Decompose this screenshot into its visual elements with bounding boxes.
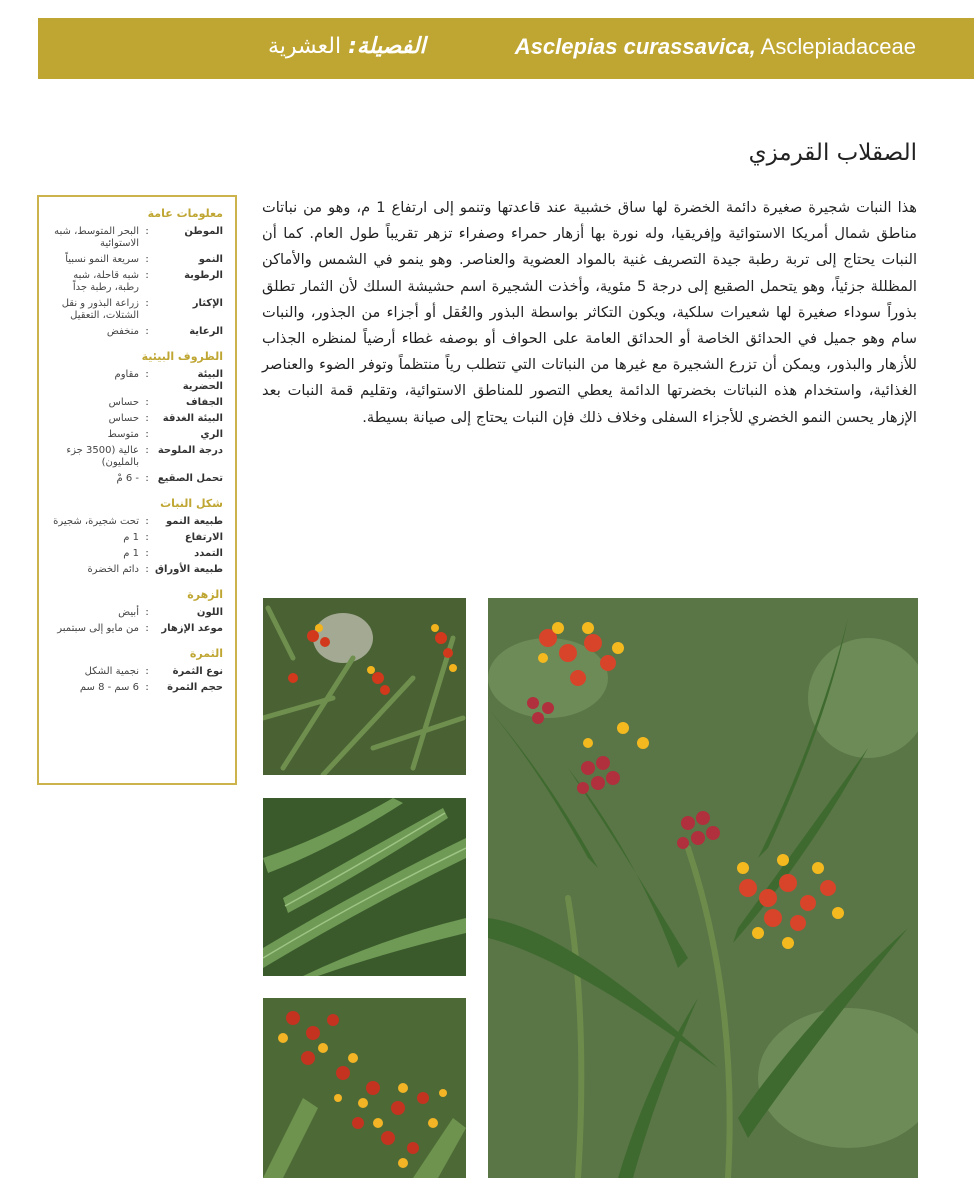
info-colon: : (145, 397, 149, 408)
info-key: طبيعة النمو (165, 516, 223, 527)
info-row (49, 564, 223, 576)
info-colon: : (145, 254, 149, 265)
info-section (49, 588, 223, 635)
info-row (49, 326, 223, 338)
info-key: الري (200, 429, 223, 440)
info-key: النمو (198, 254, 223, 265)
info-row (49, 532, 223, 544)
info-value: منخفض (106, 326, 139, 337)
plant-photo-3 (263, 998, 466, 1178)
info-colon: : (145, 623, 149, 634)
info-value: دائم الخضرة (87, 564, 139, 575)
info-value: 1 م (123, 548, 139, 559)
info-value: عالية (3500 جزء بالمليون) (66, 445, 139, 468)
info-row (49, 429, 223, 441)
info-colon: : (145, 473, 149, 484)
info-key: طبيعة الأوراق (155, 564, 223, 575)
info-value: شبه قاحلة، شبه رطبة، رطبة جداً (72, 270, 139, 293)
info-value: متوسط (107, 429, 139, 440)
info-section (49, 497, 223, 576)
info-colon: : (145, 413, 149, 424)
info-box (37, 195, 237, 785)
info-row (49, 270, 223, 294)
info-section-title: معلومات عامة (147, 207, 223, 220)
info-value: - 6 مْ (116, 473, 139, 484)
info-key: الإكثار (192, 298, 223, 309)
info-row (49, 666, 223, 678)
info-key: موعد الإزهار (161, 623, 223, 634)
plant-photo-1 (263, 598, 466, 775)
info-key: اللون (196, 607, 223, 618)
plant-photo-main (488, 598, 918, 1178)
info-colon: : (145, 532, 149, 543)
info-row (49, 445, 223, 469)
info-section (49, 647, 223, 694)
info-colon: : (145, 226, 149, 237)
info-key: تحمل الصقيع (157, 473, 223, 484)
info-value: سريعة النمو نسبياً (65, 254, 139, 265)
info-colon: : (145, 326, 149, 337)
info-key: الجفاف (186, 397, 223, 408)
plant-photo-2 (263, 798, 466, 976)
info-row (49, 473, 223, 485)
info-row (49, 516, 223, 528)
info-key: البيئة الحضرية (182, 369, 223, 392)
info-colon: : (145, 682, 149, 693)
info-colon: : (145, 270, 149, 281)
info-value: حساس (108, 397, 139, 408)
info-key: حجم الثمرة (167, 682, 223, 693)
info-value: أبيض (118, 607, 139, 618)
info-key: البيئة الغدقة (162, 413, 223, 424)
info-section-title: شكل النبات (160, 497, 223, 510)
info-key: الموطن (184, 226, 223, 237)
info-colon: : (145, 429, 149, 440)
info-key: الرعاية (189, 326, 223, 337)
info-section-title: الزهرة (187, 588, 223, 601)
info-value: 6 سم - 8 سم (79, 682, 139, 693)
info-colon: : (145, 298, 149, 309)
info-colon: : (145, 607, 149, 618)
info-key: الارتفاع (184, 532, 223, 543)
info-colon: : (145, 666, 149, 677)
info-row (49, 226, 223, 250)
info-value: من مايو إلى سبتمبر (57, 623, 139, 634)
info-row (49, 254, 223, 266)
info-value: نجمية الشكل (84, 666, 139, 677)
info-section-title: الظروف البيئية (141, 350, 223, 363)
info-row (49, 397, 223, 409)
page-title: الصقلاب القرمزي (748, 140, 917, 166)
info-row (49, 682, 223, 694)
info-value: البحر المتوسط، شبه الاستوائية (54, 226, 139, 249)
info-value: حساس (108, 413, 139, 424)
info-value: مقاوم (114, 369, 139, 380)
info-row (49, 298, 223, 322)
description-text: هذا النبات شجيرة صغيرة دائمة الخضرة لها ساق خشبية عند قاعدتها وتنمو إلى ارتفاع 1 م، وهو من نباتات مناطق شمال أمريكا الاستوائية وإفريقيا، وله نورة بها أزهار حمراء وصفراء تزهر تقريباً طول العام. كما أن النبات يحتاج إلى تربة رطبة جيدة التصريف غنية بالمواد العضوية والعناصر. وهو ينمو في الشمس والأماكن المظللة جزئياً، وهو يتحمل الصقيع إلى درجة 5 مئوية، وأخذت الشجيرة اسم حشيشة السلك لأن الثمار تطلق بذوراً سوداء صغيرة لها شعيرات سلكية، ويكون التكاثر بواسطة البذور والعُقل أو أجزاء من الجذور، والنبات سام وهو جميل في الحدائق الخاصة أو الحدائق العامة على الحواف أو بوصفه غطاء أرضياً لمنظره الجذاب للأزهار والبذور، ويمكن أن تزرع الشجيرة مع غيرها من النباتات التي تتطلب رياً منتظماً وتوفر الضوء والعناصر الغذائية، واستخدام هذه النباتات بخضرتها الدائمة يعطي التصور للمناطق الاستوائية، وتقليم قمة النبات بعد الإزهار يحسن النمو الخضري للأجزاء السفلى وخلاف ذلك فإن النبات يحتاج إلى صيانة بسيطة. (262, 199, 917, 426)
info-colon: : (145, 564, 149, 575)
header-banner (38, 18, 974, 79)
scientific-name: Asclepias curassavica, Asclepiadaceae (514, 34, 916, 59)
info-key: التمدد (194, 548, 223, 559)
info-key: نوع الثمرة (172, 666, 223, 677)
family-name: الفصيلة: العشرية (268, 34, 426, 59)
info-colon: : (145, 548, 149, 559)
info-colon: : (145, 445, 149, 456)
info-section (49, 207, 223, 338)
info-row (49, 369, 223, 393)
info-section (49, 350, 223, 485)
info-row (49, 548, 223, 560)
info-value: زراعة البذور و نقل الشتلات، التعقيل (61, 298, 139, 321)
info-colon: : (145, 369, 149, 380)
info-value: 1 م (123, 532, 139, 543)
info-key: درجة الملوحة (157, 445, 223, 456)
info-value: تحت شجيرة، شجيرة (53, 516, 139, 527)
info-key: الرطوبة (184, 270, 223, 281)
info-row (49, 623, 223, 635)
info-section-title: الثمرة (189, 647, 223, 660)
info-row (49, 607, 223, 619)
info-colon: : (145, 516, 149, 527)
info-row (49, 413, 223, 425)
